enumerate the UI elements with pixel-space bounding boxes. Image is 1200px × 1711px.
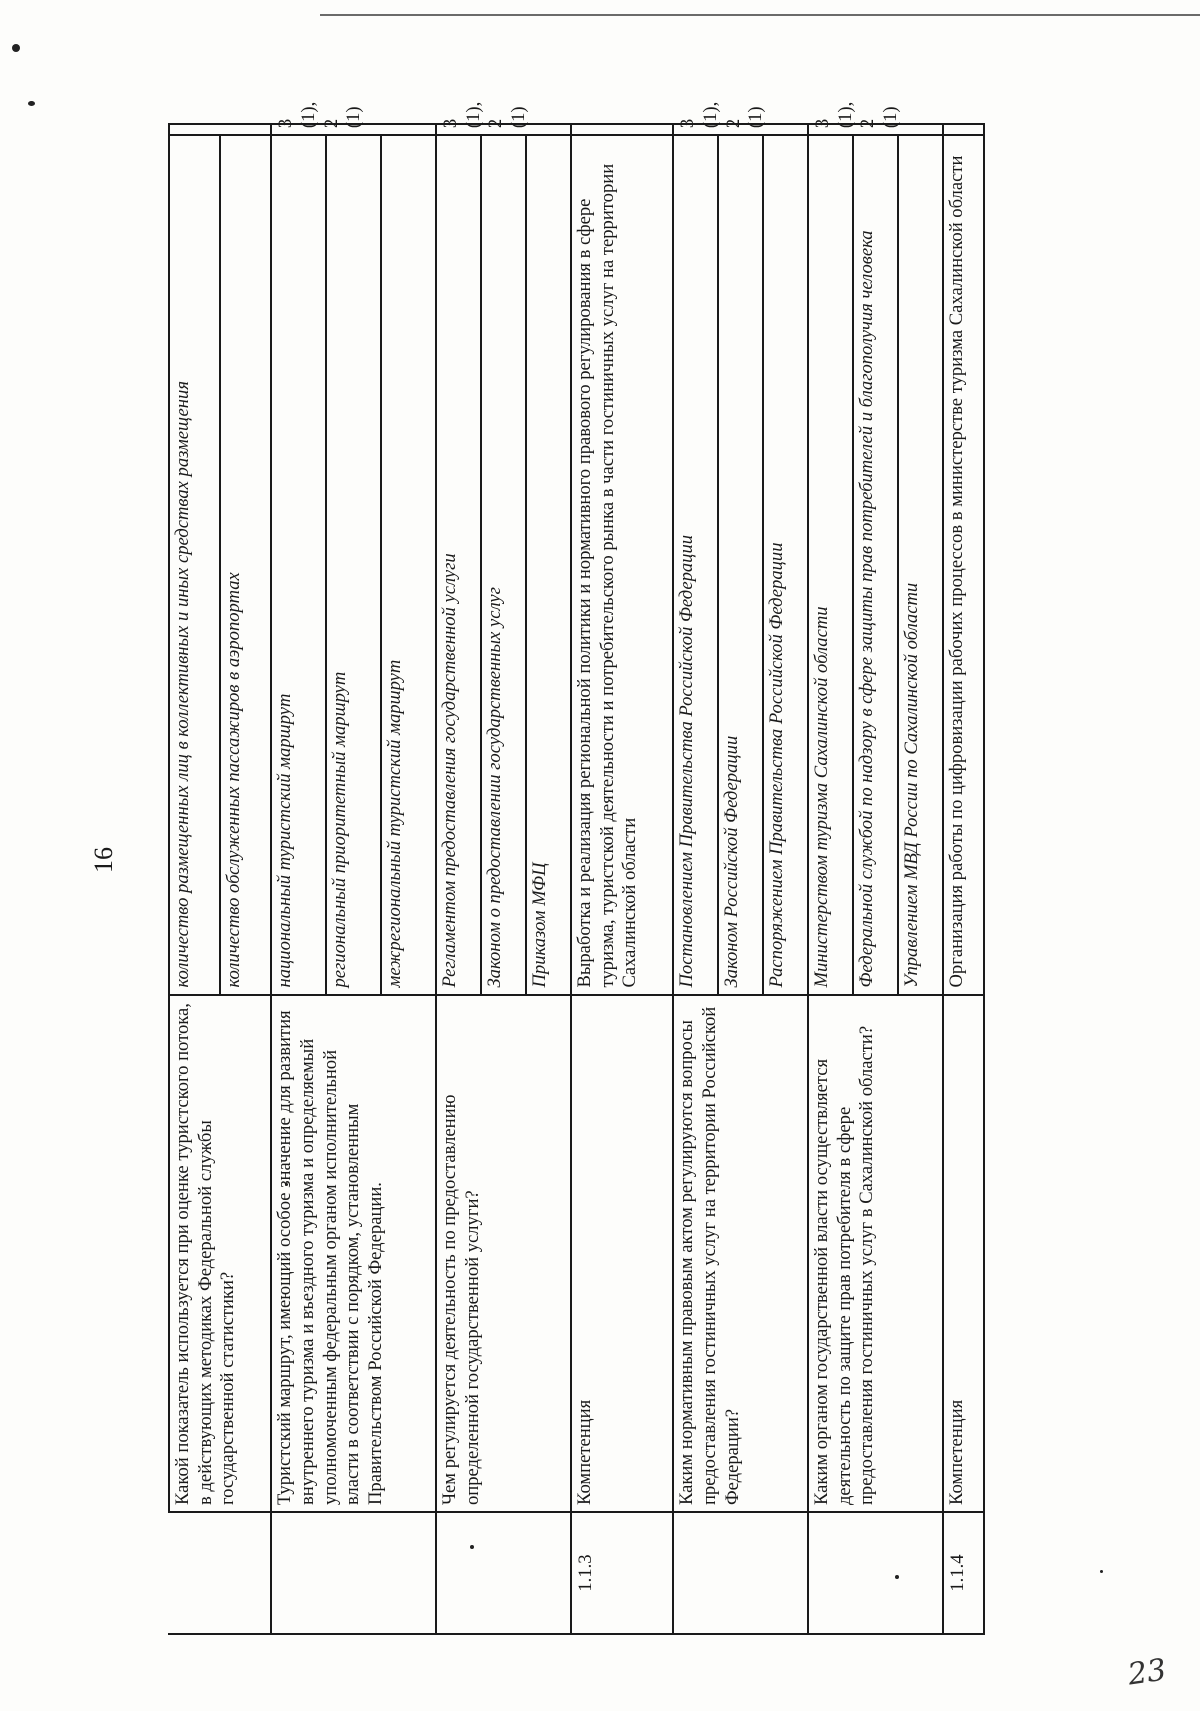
score-cell: 3 (1), 2 (1) [436,124,571,135]
table-row [169,124,220,1634]
scan-speck [12,44,20,52]
row-number [673,1512,808,1634]
table-row [271,124,326,1634]
answer-cell: региональный приоритетный маршрут [326,135,381,994]
row-number [436,1512,571,1634]
table-row [436,124,481,1634]
scan-edge-line [320,14,1200,16]
answer-cell: Управлением МВД России по Сахалинской области [898,135,943,994]
score-cell: 3 (1), 2 (1) [808,124,943,135]
row-number [808,1512,943,1634]
question-cell: Каким нормативным правовым актом регулируются вопросы предоставления гостиничных услуг на территории Российской Федерации? [673,995,808,1513]
table-row [673,124,718,1634]
question-cell: Компетенция [943,995,984,1513]
answer-cell: Министерством туризма Сахалинской области [808,135,853,994]
answer-cell: национальный туристский маршрут [271,135,326,994]
answer-cell: Законом Российской Федерации [718,135,763,994]
score-cell: 3 (1), 2 (1) [271,124,436,135]
table-row [808,124,853,1634]
answer-cell: Организация работы по цифровизации рабочих процессов в министерстве туризма Сахалинской области [943,135,984,994]
scan-speck [28,101,35,106]
scan-speck [1100,1570,1103,1573]
answer-cell: Постановлением Правительства Российской Федерации [673,135,718,994]
page-number: 16 [89,847,118,873]
answer-cell: количество размещенных лиц в коллективных и иных средствах размещения [169,135,220,994]
answer-cell: Законом о предоставлении государственных услуг [481,135,526,994]
table-row [571,124,673,1634]
row-number [271,1512,436,1634]
answer-cell: Распоряжением Правительства Российской Федерации [763,135,808,994]
question-cell: Какой показатель используется при оценке туристского потока, в действующих методиках Федеральной службы государственной статистики? [169,995,271,1513]
answer-cell: Регламентом предоставления государственной услуги [436,135,481,994]
question-cell: Каким органом государственной власти осуществляется деятельность по защите прав потребителя в сфере предоставления гостиничных услуг в Сахалинской области? [808,995,943,1513]
question-cell: Компетенция [571,995,673,1513]
row-number: 1.1.4 [943,1512,984,1634]
table-row [943,124,984,1634]
answer-cell: количество обслуженных пассажиров в аэропортах [220,135,271,994]
answer-cell: Федеральной службой по надзору в сфере защиты прав потребителей и благополучия человека [853,135,898,994]
question-cell: Чем регулируется деятельность по предоставлению определенной государственной услуги? [436,995,571,1513]
answer-cell: межрегиональный туристский маршрут [381,135,436,994]
score-cell [571,124,673,135]
score-cell [169,124,271,135]
answer-cell: Приказом МФЦ [526,135,571,994]
assessment-table [168,101,985,1635]
answer-cell: Выработка и реализация региональной политики и нормативного правового регулирования в сфере туризма, туристской деятельности и потребительского рынка в части гостиничных услуг на территории Сахалинской области [571,135,673,994]
handwritten-page-mark: 23 [1125,1652,1169,1693]
row-number [169,1512,271,1634]
row-number: 1.1.3 [571,1512,673,1634]
score-cell [943,124,984,135]
score-cell: 3 (1), 2 (1) [673,124,808,135]
question-cell: Туристский маршрут, имеющий особое значение для развития внутреннего туризма и въездного туризма и определяемый уполномоченным федеральным органом исполнительной власти в соответствии с порядком, установленным Правительством Российской Федерации. [271,995,436,1513]
rotated-table-wrapper [168,101,985,1635]
